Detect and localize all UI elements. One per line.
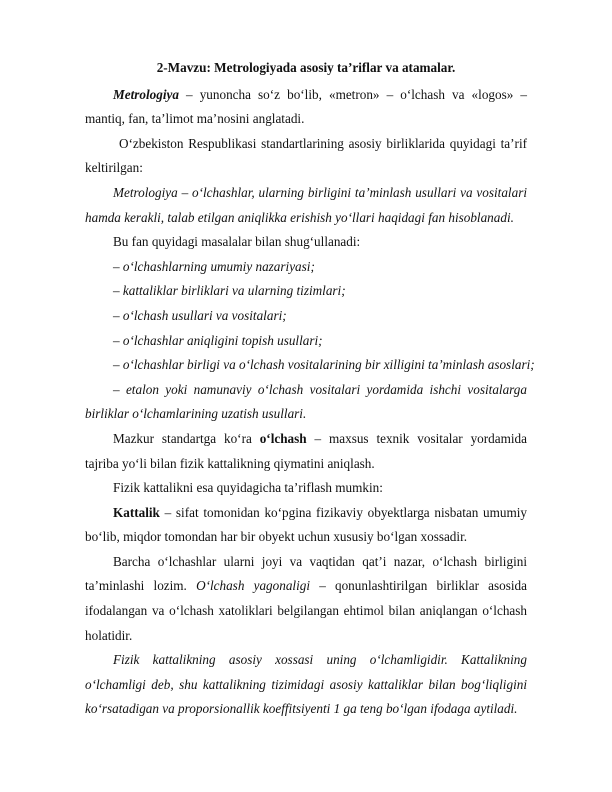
term-metrologiya: Metrologiya: [113, 86, 179, 102]
document-page: [85, 56, 535, 722]
list-item: – o‘lchashlar birligi va o‘lchash vositalarining bir xilligini ta’minlash asoslari;: [113, 357, 535, 373]
term-olchash-yagonaligi: O‘lchash yagonaligi: [196, 578, 311, 594]
paragraph-text: – qonunlashtirilgan birliklar asosida ifodalangan va o‘lchash xatoliklari belgilangan ehtimol bilan aniqlangan o‘lchash holatidir.: [85, 578, 527, 643]
tasks-list: [85, 255, 535, 378]
list-item: – o‘lchashlar aniqligini topish usullari;: [113, 332, 323, 348]
list-item: – kattaliklar birliklari va ularning tizimlari;: [113, 283, 346, 299]
list-item: – o‘lchash usullari va vositalari;: [113, 307, 287, 323]
paragraph-text: – sifat tomonidan ko‘pgina fizikaviy obyektlarga nisbatan umumiy bo‘lib, miqdor tomondan har bir obyekt uchun xususiy bo‘lgan xossadir.: [85, 504, 527, 545]
paragraph-olchash-definition: [85, 427, 527, 476]
term-kattalik: Kattalik: [113, 504, 160, 520]
paragraph-text: – maxsus texnik vositalar yordamida tajriba yo‘li bilan fizik kattalikning qiymatini aniqlash.: [85, 430, 527, 471]
paragraph-olchamlik: Fizik kattalikning asosiy xossasi uning o‘lchamligidir. Kattalikning o‘lchamligi deb, shu kattalikning tizimidagi asosiy kattaliklar bilan bog‘liqligini ko‘rsatadigan va proporsionallik koeffitsiyenti 1 ga teng bo‘lgan ifodaga aytiladi.: [85, 652, 527, 717]
paragraph-tasks-intro: Bu fan quyidagi masalalar bilan shug‘ullanadi:: [113, 234, 361, 250]
paragraph-kattalik-intro: Fizik kattalikni esa quyidagicha ta’riflash mumkin:: [113, 480, 383, 496]
paragraph-metrologiya-definition: Metrologiya – o‘lchashlar, ularning birligini ta’minlash usullari va vositalari hamda kerakli, talab etilgan aniqlikka erishish yo‘llari haqidagi fan hisoblanadi.: [85, 184, 527, 225]
paragraph-olchash-yagonaligi: [85, 550, 527, 648]
paragraph-text: Mazkur standartga ko‘ra: [113, 430, 260, 446]
paragraph-kattalik-definition: [85, 501, 527, 550]
paragraph-text: – yunoncha so‘z bo‘lib, «metron» – o‘lchash va «logos» – mantiq, fan, ta’limot ma’nosini anglatadi.: [85, 86, 527, 127]
paragraph-standard-intro: O‘zbekiston Respublikasi standartlarining asosiy birliklarida quyidagi ta’rif keltirilgan:: [85, 135, 527, 176]
page-title: 2-Mavzu: Metrologiyada asosiy ta’riflar va atamalar.: [156, 60, 456, 75]
list-item: – o‘lchashlarning umumiy nazariyasi;: [113, 258, 315, 274]
paragraph-text: Barcha o‘lchashlar ularni joyi va vaqtidan qat’i nazar, o‘lchash birligini ta’minlashi lozim.: [85, 553, 527, 594]
paragraph-etalon: – etalon yoki namunaviy o‘lchash vositalari yordamida ishchi vositalarga birliklar o‘lchamlarining uzatish usullari.: [85, 381, 527, 422]
paragraph-metrologiya-etymology: [85, 83, 527, 132]
term-olchash: o‘lchash: [259, 430, 307, 446]
